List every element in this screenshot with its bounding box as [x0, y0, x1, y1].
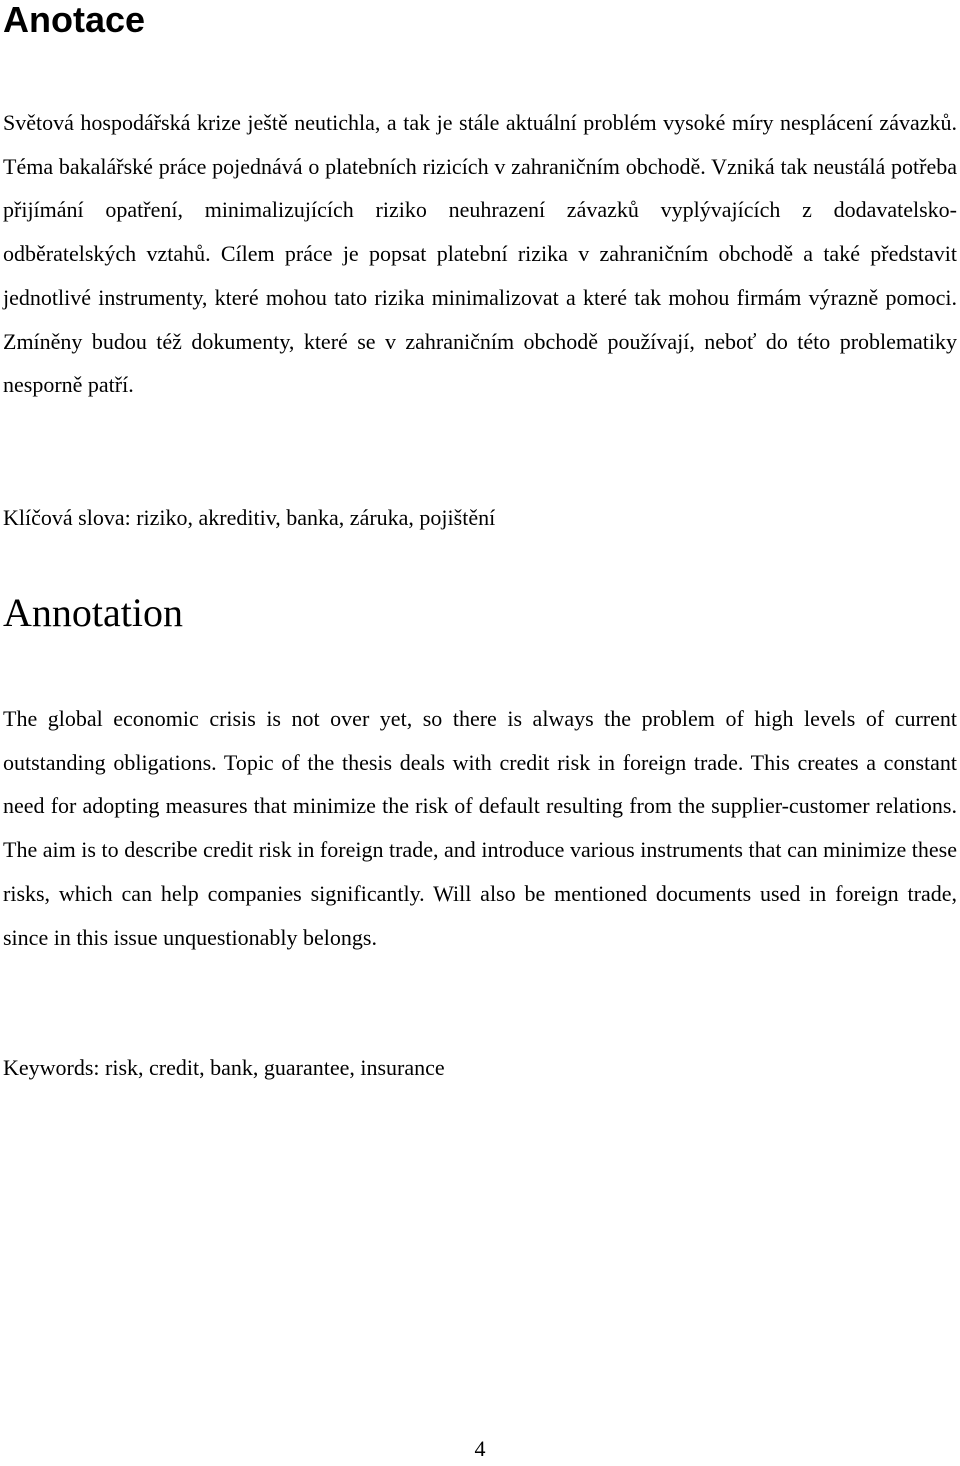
czech-keywords: Klíčová slova: riziko, akreditiv, banka, záruka, pojištění: [3, 505, 496, 530]
english-keywords: Keywords: risk, credit, bank, guarantee, insurance: [3, 1055, 445, 1080]
english-abstract: The global economic crisis is not over yet, so there is always the problem of high levels of current outstanding obligations. Topic of the thesis deals with credit risk in foreign trade. This creates a constant need for adopting measures that minimize the risk of default resulting from the supplier-customer relations. The aim is to describe credit risk in foreign trade, and introduce various instruments that can minimize these risks, which can help companies significantly. Will also be mentioned documents used in foreign trade, since in this issue unquestionably belongs.: [3, 706, 957, 950]
document-page: [3, 0, 957, 1466]
czech-heading: Anotace: [3, 0, 146, 40]
czech-abstract: Světová hospodářská krize ještě neutichla, a tak je stále aktuální problém vysoké míry nesplácení závazků. Téma bakalářské práce pojednává o platebních rizicích v zahraničním obchodě. Vzniká tak neustálá potřeba přijímání opatření, minimalizujících riziko neuhrazení závazků vyplývajících z dodavatelsko-odběratelských vztahů. Cílem práce je popsat platební rizika v zahraničním obchodě a také představit jednotlivé instrumenty, které mohou tato rizika minimalizovat a které tak mohou firmám výrazně pomoci. Zmíněny budou též dokumenty, které se v zahraničním obchodě používají, neboť do této problematiky nesporně patří.: [3, 110, 957, 398]
english-heading: Annotation: [3, 590, 183, 635]
page-number: 4: [474, 1436, 486, 1461]
